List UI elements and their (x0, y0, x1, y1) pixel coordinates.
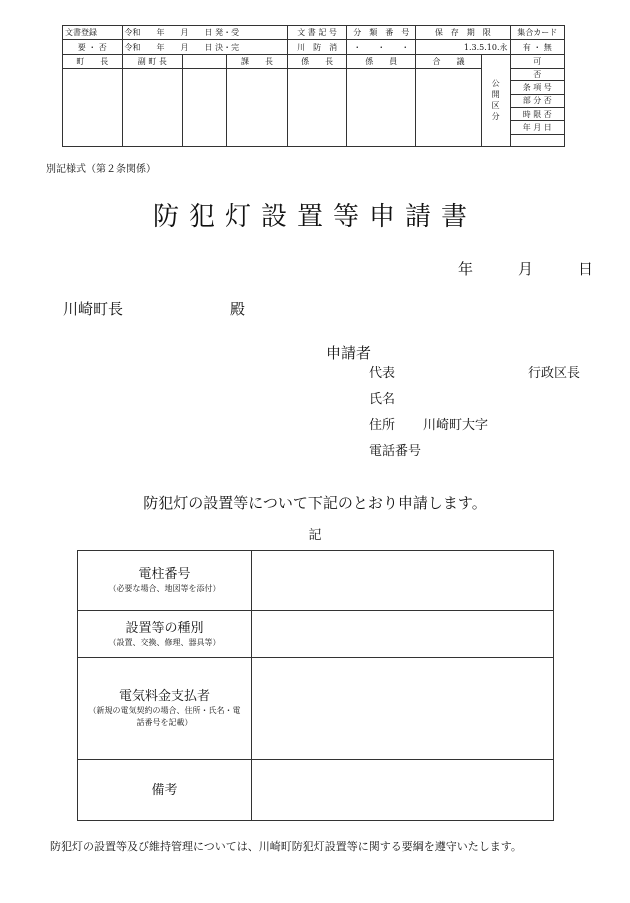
applicant-phone-label: 電話番号 (369, 444, 422, 459)
ctrl-mayor-label: 町 長 (63, 54, 123, 68)
applicant-name-label: 氏名 (369, 392, 396, 407)
applicant-address-value: 川崎町大字 (423, 418, 489, 433)
ctrl-deputy-mayor-stamp (122, 69, 183, 147)
ctrl-public-option-partial: 部 分 否 (510, 94, 564, 107)
ctrl-blank-stamp (183, 69, 227, 147)
applicant-address-label: 住所 (369, 418, 396, 433)
applicant-rep-label: 代表 (369, 366, 396, 381)
ctrl-public-option-timed: 時 限 否 (510, 107, 564, 120)
applicant-heading: 申請者 (326, 344, 372, 362)
ctrl-required-yes-no: 要 ・ 否 (63, 40, 123, 54)
row-label-pole-number: 電柱番号 （必要な場合、地図等を添付） (78, 551, 252, 611)
ctrl-collective-card-value: 有 ・ 無 (510, 40, 564, 54)
table-row (78, 658, 554, 760)
remarks-entry[interactable] (252, 760, 554, 821)
ctrl-classification-value: ・ ・ ・ (347, 40, 416, 54)
row-label-electricity-payer: 電気料金支払者 （新規の電気契約の場合、住所・氏名・電話番号を記載） (78, 658, 252, 760)
ctrl-public-option-blank (510, 134, 564, 146)
ctrl-public-option-denied: 否 (510, 69, 564, 81)
ctrl-section-chief-stamp (227, 69, 288, 147)
ctrl-deputy-mayor-label: 副 町 長 (122, 54, 183, 68)
ctrl-public-option-clause: 条 項 号 (510, 81, 564, 94)
ctrl-blank-cell (183, 54, 227, 68)
application-statement: 防犯灯の設置等について下記のとおり申請します。 (143, 494, 487, 512)
ctrl-retention-value: 1.3.5.10.永 (416, 40, 510, 54)
table-row (78, 760, 554, 821)
row-label-remarks: 備考 (78, 760, 252, 821)
addressee-honorific: 殿 (230, 300, 246, 318)
table-row (78, 611, 554, 658)
ctrl-staff-label: 係 員 (347, 54, 416, 68)
addressee-name: 川崎町長 (63, 300, 124, 318)
ctrl-doc-code-value: 川 防 消 (287, 40, 347, 54)
ctrl-doc-registration: 文書登録 (63, 26, 123, 40)
document-title: 防犯灯設置等申請書 (152, 202, 477, 232)
ctrl-public-option-allowed: 可 (510, 54, 564, 68)
ctrl-mayor-stamp (63, 69, 123, 147)
ctrl-subsection-chief-label: 係 長 (287, 54, 347, 68)
ctrl-consultation-stamp (416, 69, 482, 147)
ctrl-send-receive-date: 令和 年 月 日 発・受 (122, 26, 287, 40)
request-table (77, 550, 554, 821)
date-line: 年 月 日 (458, 260, 594, 278)
installation-type-entry[interactable] (252, 611, 554, 658)
ctrl-public-option-date: 年 月 日 (510, 121, 564, 134)
ctrl-consultation-label: 合 議 (416, 54, 482, 68)
ctrl-decision-date: 令和 年 月 日 決・完 (122, 40, 287, 54)
ctrl-subsection-chief-stamp (287, 69, 347, 147)
ctrl-collective-card-label: 集合カード (510, 26, 564, 40)
pole-number-entry[interactable] (252, 551, 554, 611)
row-label-installation-type: 設置等の種別 （設置、交換、修理、器具等） (78, 611, 252, 658)
ctrl-classification-label: 分 類 番 号 (347, 26, 416, 40)
ctrl-retention-label: 保 存 期 限 (416, 26, 510, 40)
form-reference: 別記様式（第２条関係） (46, 164, 156, 175)
ki-marker: 記 (308, 528, 322, 543)
document-control-grid (62, 25, 565, 147)
electricity-payer-entry[interactable] (252, 658, 554, 760)
ctrl-doc-code-label: 文 書 記 号 (287, 26, 347, 40)
ctrl-staff-stamp (347, 69, 416, 147)
ctrl-section-chief-label: 課 長 (227, 54, 288, 68)
ctrl-public-category-label: 公開区分 (481, 54, 510, 146)
table-row (78, 551, 554, 611)
applicant-rep-suffix: 行政区長 (528, 366, 581, 381)
compliance-statement: 防犯灯の設置等及び維持管理については、川崎町防犯灯設置等に関する要綱を遵守いたします。 (50, 840, 522, 853)
